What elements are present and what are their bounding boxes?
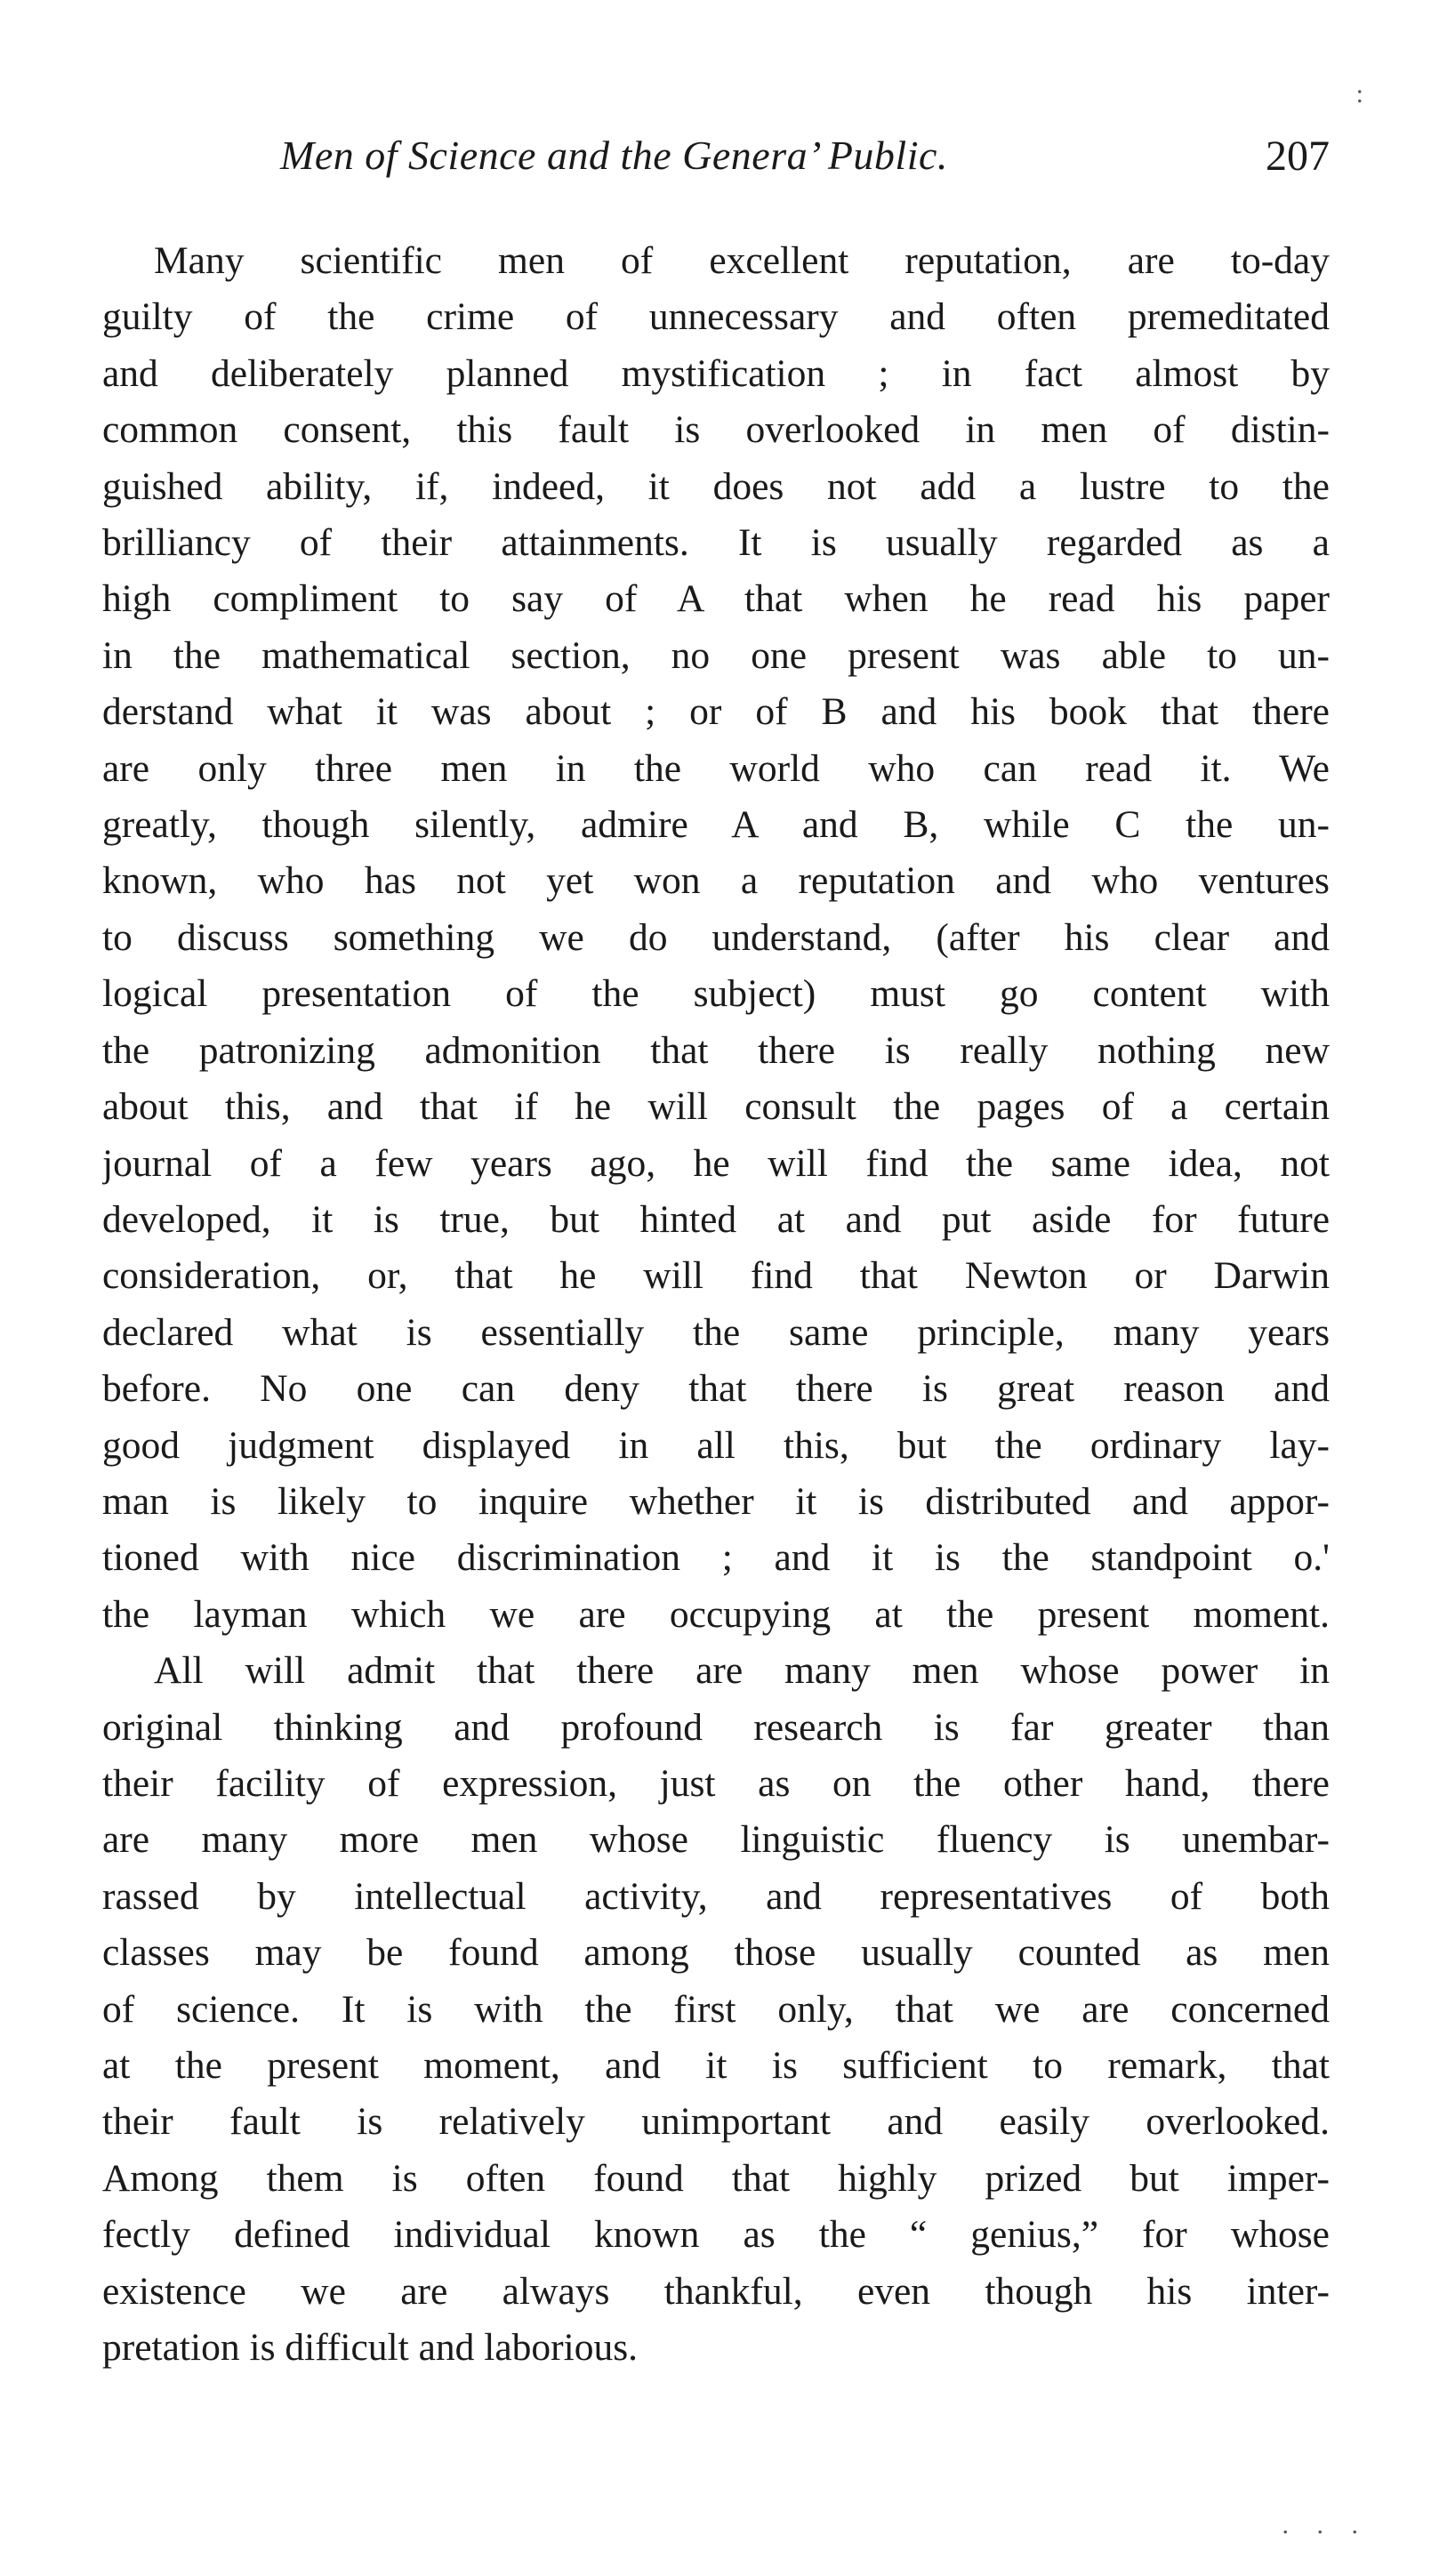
text-line: and deliberately planned mystification ; in fact almost by bbox=[102, 351, 1330, 395]
text-line: to discuss something we do understand, (after his clear and bbox=[102, 915, 1330, 959]
text-line: Many scientific men of excellent reputation, are to-day bbox=[154, 239, 1330, 282]
text-line: at the present moment, and it is sufficient to remark, that bbox=[102, 2044, 1330, 2087]
text-line: existence we are always thankful, even though his inter- bbox=[102, 2269, 1330, 2313]
text-line: classes may be found among those usually counted as men bbox=[102, 1931, 1330, 1975]
text-line: about this, and that if he will consult the pages of a certain bbox=[102, 1085, 1330, 1129]
text-line: brilliancy of their attainments. It is usually regarded as a bbox=[102, 521, 1330, 565]
paragraph-2 bbox=[102, 1643, 1330, 2376]
bottom-mark: . . . bbox=[1282, 2510, 1369, 2540]
page-number: 207 bbox=[1266, 133, 1330, 180]
text-line: good judgment displayed in all this, but the ordinary lay- bbox=[102, 1423, 1330, 1467]
text-line: common consent, this fault is overlooked in men of distin- bbox=[102, 408, 1330, 452]
text-line: their facility of expression, just as on the other hand, there bbox=[102, 1761, 1330, 1805]
text-line: declared what is essentially the same principle, many years bbox=[102, 1310, 1330, 1354]
text-line: rassed by intellectual activity, and representatives of both bbox=[102, 1874, 1330, 1918]
text-line: logical presentation of the subject) must go content with bbox=[102, 972, 1330, 1016]
text-line: tioned with nice discrimination ; and it is the standpoint o.' bbox=[102, 1536, 1330, 1580]
paragraph-1 bbox=[102, 233, 1330, 1643]
text-line: guished ability, if, indeed, it does not add a lustre to the bbox=[102, 464, 1330, 508]
text-line: greatly, though silently, admire A and B, while C the un- bbox=[102, 803, 1330, 847]
text-line: of science. It is with the first only, that we are concerned bbox=[102, 1987, 1330, 2031]
text-line: the patronizing admonition that there is really nothing new bbox=[102, 1028, 1330, 1072]
running-title: Men of Science and the Genera’ Public. bbox=[280, 133, 948, 178]
text-line: guilty of the crime of unnecessary and often premeditated bbox=[102, 295, 1330, 339]
text-line: consideration, or, that he will find that Newton or Darwin bbox=[102, 1254, 1330, 1298]
text-line: developed, it is true, but hinted at and put aside for future bbox=[102, 1197, 1330, 1241]
text-line: journal of a few years ago, he will find the same idea, not bbox=[102, 1141, 1330, 1185]
corner-mark: : bbox=[1355, 79, 1363, 109]
text-line: the layman which we are occupying at the present moment. bbox=[102, 1592, 1330, 1636]
text-line: high compliment to say of A that when he read his paper bbox=[102, 577, 1330, 621]
body-text bbox=[102, 233, 1330, 2376]
text-line: derstand what it was about ; or of B and his book that there bbox=[102, 690, 1330, 734]
text-line: before. No one can deny that there is great reason and bbox=[102, 1367, 1330, 1411]
text-line: are only three men in the world who can read it. We bbox=[102, 746, 1330, 790]
text-line: original thinking and profound research is far greater than bbox=[102, 1705, 1330, 1749]
text-line: All will admit that there are many men whose power in bbox=[154, 1649, 1330, 1693]
text-line: known, who has not yet won a reputation and who ventures bbox=[102, 859, 1330, 903]
text-line: Among them is often found that highly prized but imper- bbox=[102, 2156, 1330, 2200]
running-head bbox=[102, 132, 1330, 194]
text-line: their fault is relatively unimportant and easily overlooked. bbox=[102, 2100, 1330, 2144]
text-line: in the mathematical section, no one present was able to un- bbox=[102, 633, 1330, 677]
text-line: are many more men whose linguistic fluency is unembar- bbox=[102, 1818, 1330, 1862]
text-line: fectly defined individual known as the “ genius,” for whose bbox=[102, 2213, 1330, 2257]
text-line: man is likely to inquire whether it is distributed and appor- bbox=[102, 1479, 1330, 1523]
text-line: pretation is difficult and laborious. bbox=[102, 2326, 639, 2370]
